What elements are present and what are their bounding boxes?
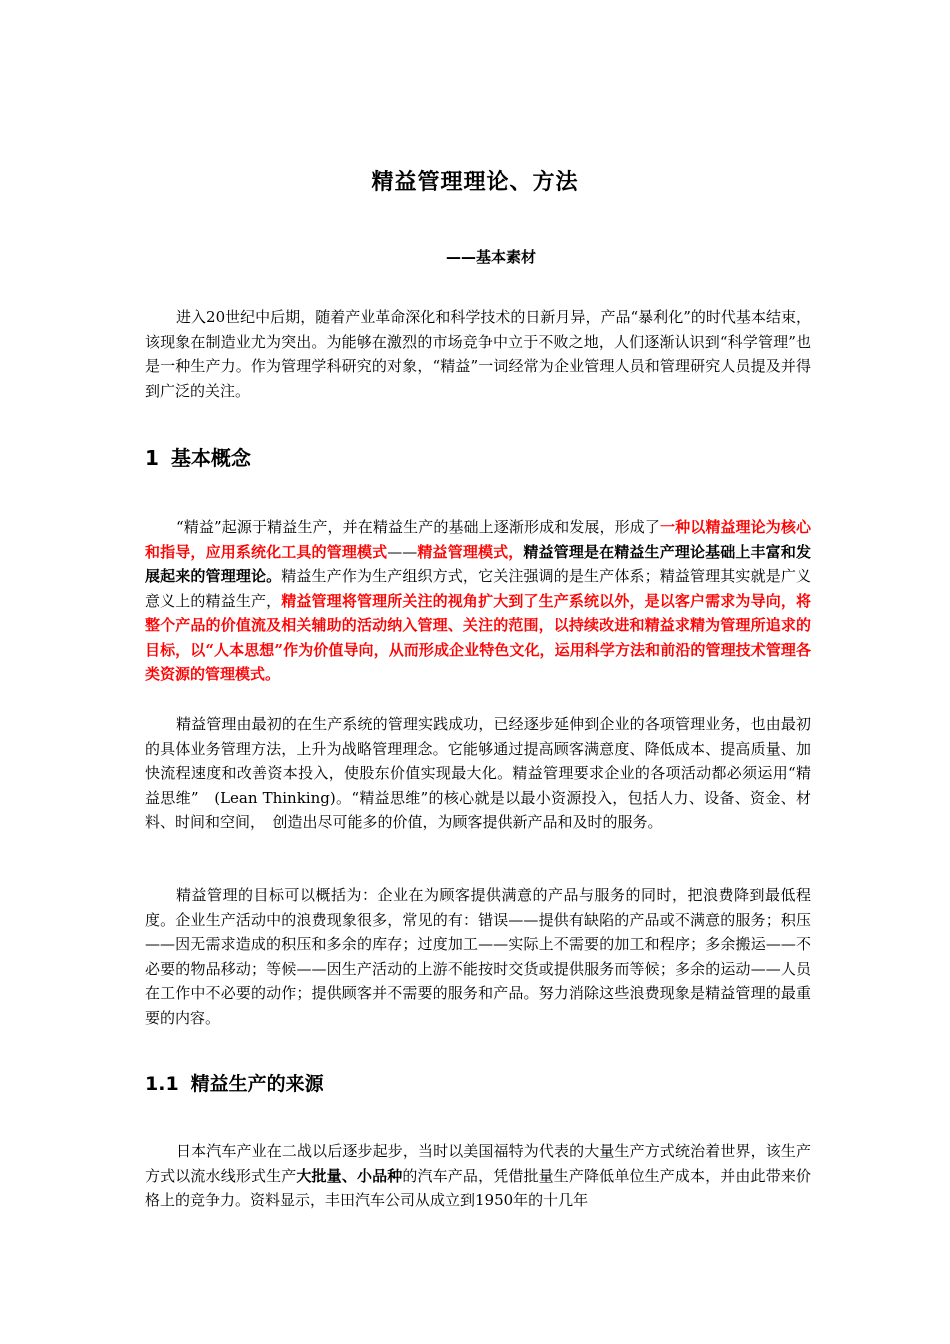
text-run: 日本汽车产业在二战以后逐步起步，当时以美国福特为代表的大量生产方式统治着世界，该生产方式以流水线形式生产 [145, 1142, 811, 1185]
section-1-1-number: 1.1 [145, 1073, 179, 1095]
section-1-paragraph-3: 精益管理的目标可以概括为：企业在为顾客提供满意的产品与服务的同时，把浪费降到最低程度。企业生产活动中的浪费现象很多，常见的有：错误——提供有缺陷的产品或不满意的服务；积压——因无需求造成的积压和多余的库存；过度加工——实际上不需要的加工和程序；多余搬运——不必要的物品移动；等候——因生产活动的上游不能按时交货或提供服务而等候；多余的运动——人员在工作中不必要的动作；提供顾客并不需要的服务和产品。努力消除这些浪费现象是精益管理的最重要的内容。 [145, 886, 811, 1027]
emphasis-bold: 精益管理是在精益生产理论基础上丰富和发展起来的管理理论。 [145, 542, 811, 585]
document-subtitle: ——基本素材 [446, 248, 537, 266]
text-run: 的汽车产品，凭借批量生产降低单位生产成本，并由此带来价格上的竞争力。资料显示，丰田汽车公司从成立到1950年的十几年 [145, 1166, 811, 1209]
emphasis-red: 精益管理模式 [417, 542, 509, 561]
emphasis-bold: 大批量、小品种 [296, 1166, 403, 1185]
section-1-1-title: 精益生产的来源 [190, 1073, 324, 1095]
intro-paragraph: 进入20世纪中后期，随着产业革命深化和科学技术的日新月异，产品“暴利化”的时代基本结束，该现象在制造业尤为突出。为能够在激烈的市场竞争中立于不败之地，人们逐渐认识到“科学管理”也是一种生产力。作为管理学科研究的对象，“精益”一词经常为企业管理人员和管理研究人员提及并得到广泛的关注。 [145, 308, 811, 400]
section-1-paragraph-1 [145, 515, 811, 687]
document-title: 精益管理理论、方法 [371, 170, 579, 195]
text-run: —— [387, 542, 418, 561]
section-1-paragraph-2: 精益管理由最初的在生产系统的管理实践成功，已经逐步延伸到企业的各项管理业务，也由最初的具体业务管理方法，上升为战略管理理念。它能够通过提高顾客满意度、降低成本、提高质量、加快流程速度和改善资本投入，使股东价值实现最大化。精益管理要求企业的各项活动都必须运用“精益思维” (Lean Thinking)。“精益思维”的核心就是以最小资源投入，包括人力、设备、资金、材料、时间和空间， 创造出尽可能多的价值，为顾客提供新产品和及时的服务。 [145, 715, 811, 831]
emphasis-red: ， [508, 542, 524, 561]
section-1-title: 基本概念 [170, 446, 251, 470]
text-run: 精益生产作为生产组织方式，它关注强调的是生产体系；精益管理其实就是广义意义上的精益生产， [145, 567, 811, 610]
section-1-heading [145, 442, 251, 471]
emphasis-red: 一种以精益理论为核心和指导，应用系统化工具的管理模式 [145, 518, 811, 561]
section-1-number: 1 [145, 446, 159, 470]
section-1-1-paragraph-1 [145, 1139, 811, 1213]
emphasis-red: 精益管理将管理所关注的视角扩大到了生产系统以外，是以客户需求为导向，将整个产品的价值流及相关辅助的活动纳入管理、关注的范围，以持续改进和精益求精为管理所追求的目标，以“人本思想”作为价值导向，从而形成企业特色文化，运用科学方法和前沿的管理技术管理各类资源的管理模式。 [145, 591, 811, 683]
text-run: “精益”起源于精益生产，并在精益生产的基础上逐渐形成和发展，形成了 [176, 518, 660, 536]
section-1-1-heading [145, 1069, 324, 1096]
